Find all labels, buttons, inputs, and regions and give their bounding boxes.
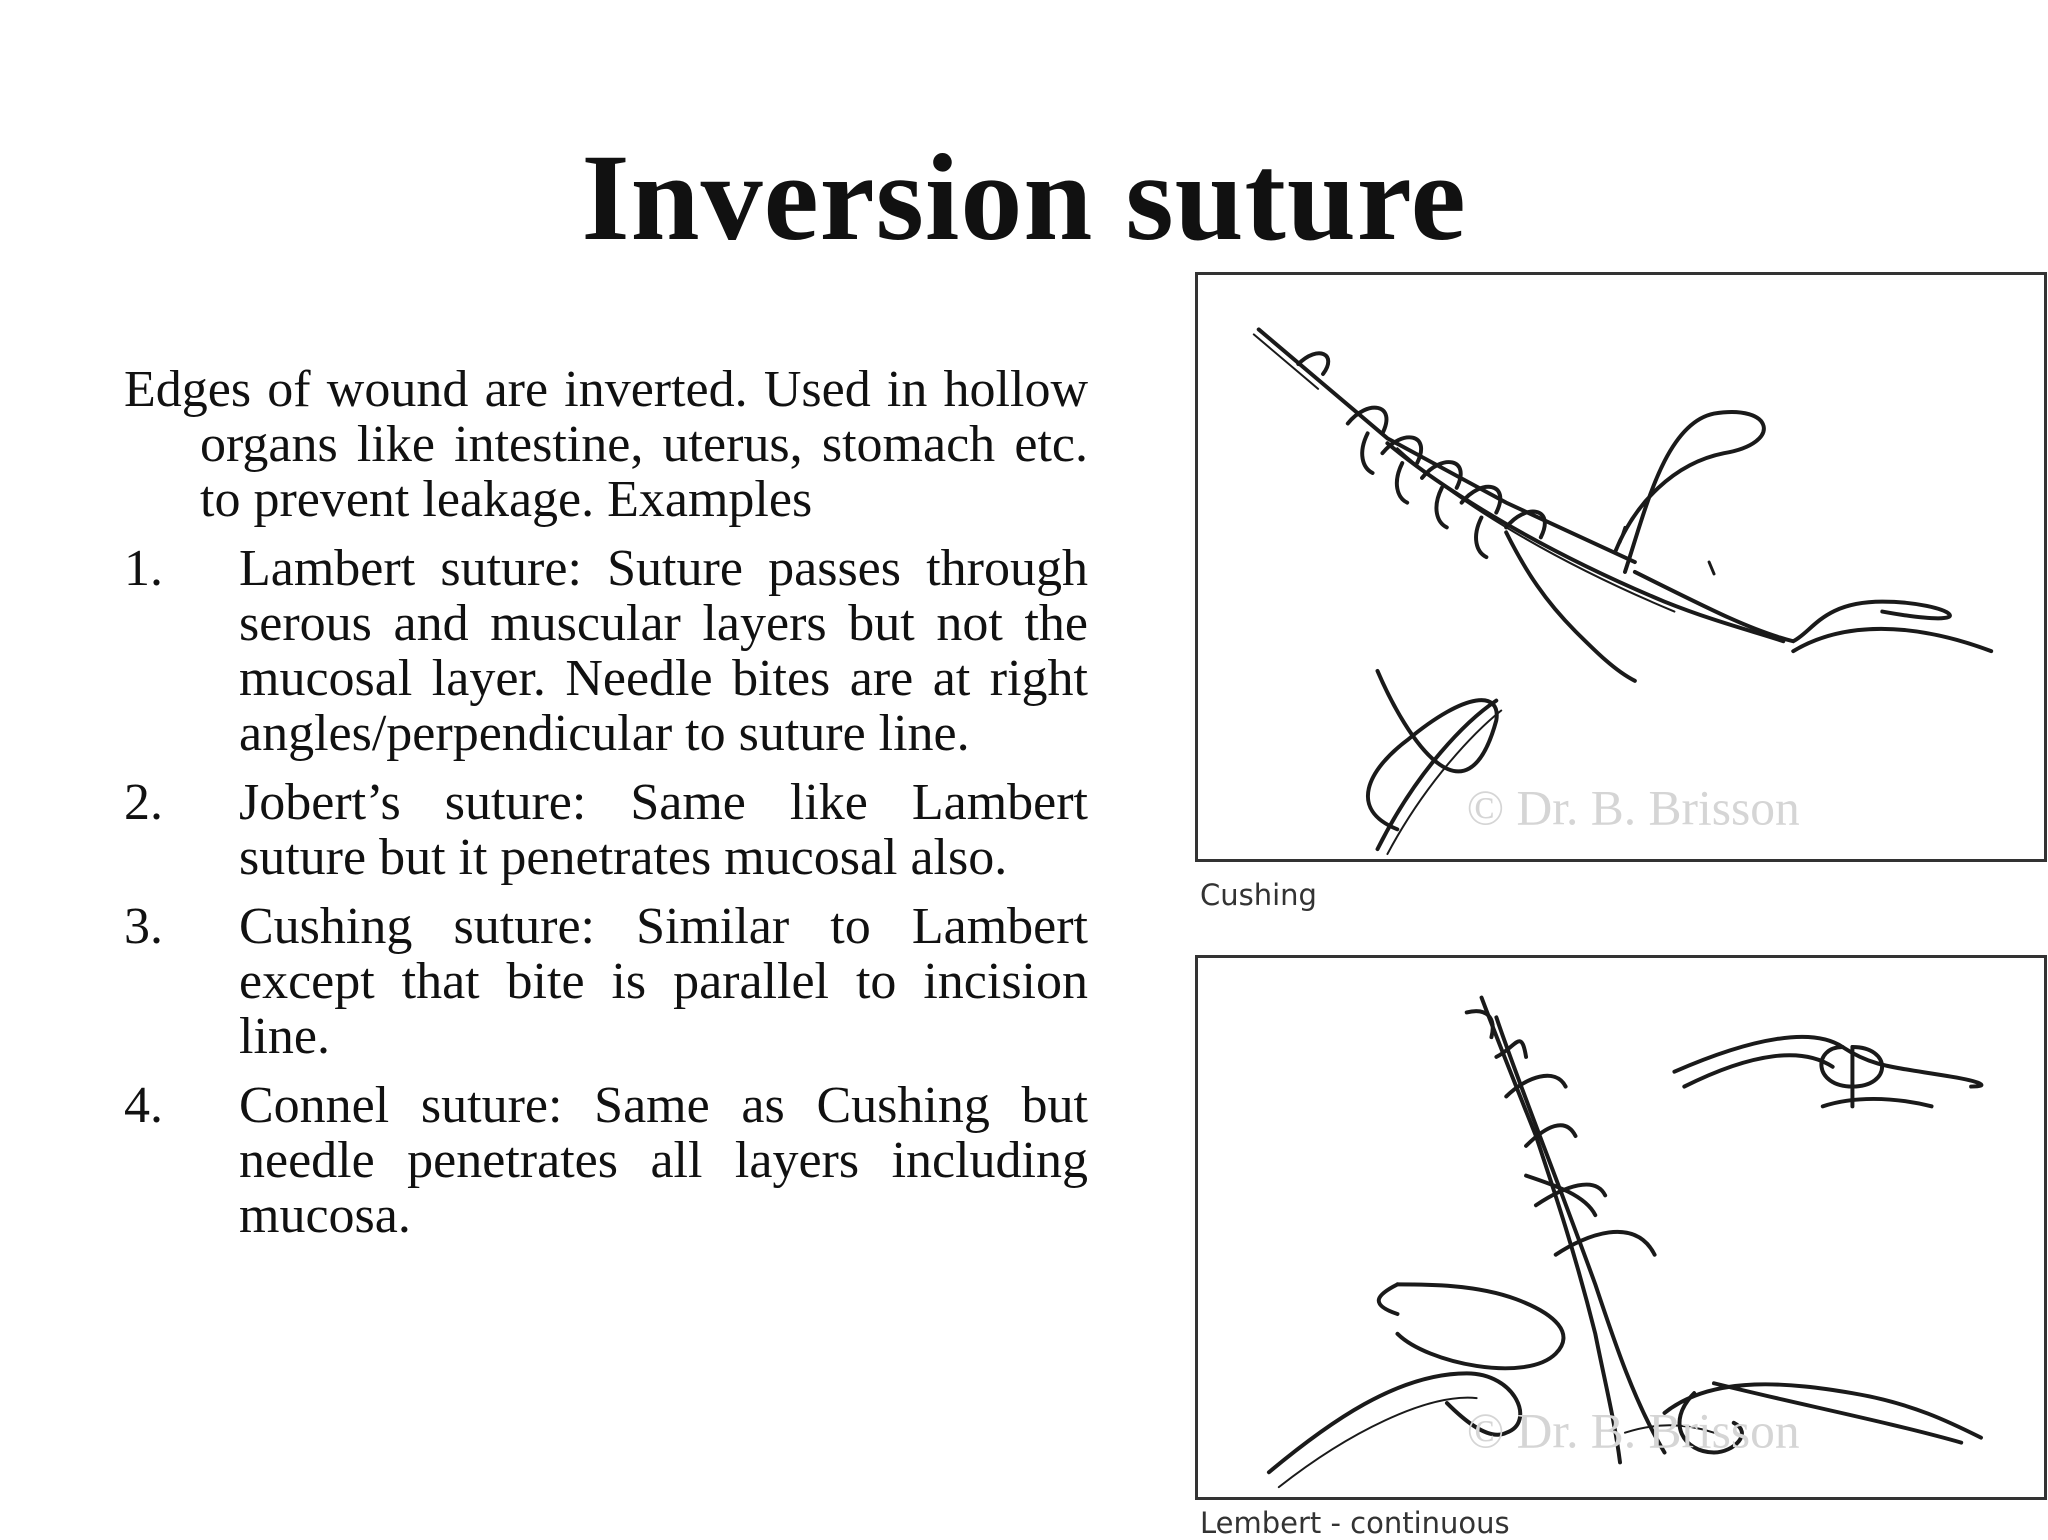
figure-caption: Lembert - continuous: [1200, 1506, 1510, 1540]
list-number: 2.: [124, 774, 163, 831]
cushing-illustration: [1195, 272, 2047, 862]
list-text: Cushing suture: Similar to Lambert except that bite is parallel to incision line.: [239, 898, 1088, 1065]
suture-list: [124, 541, 1088, 1243]
list-number: 3.: [124, 898, 163, 955]
slide-title: Inversion suture: [581, 129, 1467, 266]
lembert-illustration: [1195, 955, 2047, 1500]
list-number: 4.: [124, 1077, 163, 1134]
list-number: 1.: [124, 540, 163, 597]
list-item-cushing: [124, 899, 1088, 1064]
watermark: © Dr. B. Brisson: [1466, 780, 1800, 836]
list-text: Connel suture: Same as Cushing but needle penetrates all layers including mucosa.: [239, 1077, 1088, 1244]
list-item-jobert: [124, 775, 1088, 885]
list-item-connel: [124, 1078, 1088, 1243]
list-text: Lambert suture: Suture passes through serous and muscular layers but not the mucosal layer. Needle bites are at right angles/perpendicular to suture line.: [239, 540, 1088, 762]
list-item-lambert: [124, 541, 1088, 761]
figure-caption: Cushing: [1200, 878, 1317, 912]
list-text: Jobert’s suture: Same like Lambert suture but it penetrates mucosal also.: [239, 774, 1088, 886]
intro-paragraph: Edges of wound are inverted. Used in hollow organs like intestine, uterus, stomach etc. to prevent leakage. Examples: [124, 361, 1088, 528]
watermark: © Dr. B. Brisson: [1466, 1403, 1800, 1459]
slide-body: [124, 362, 1088, 1257]
